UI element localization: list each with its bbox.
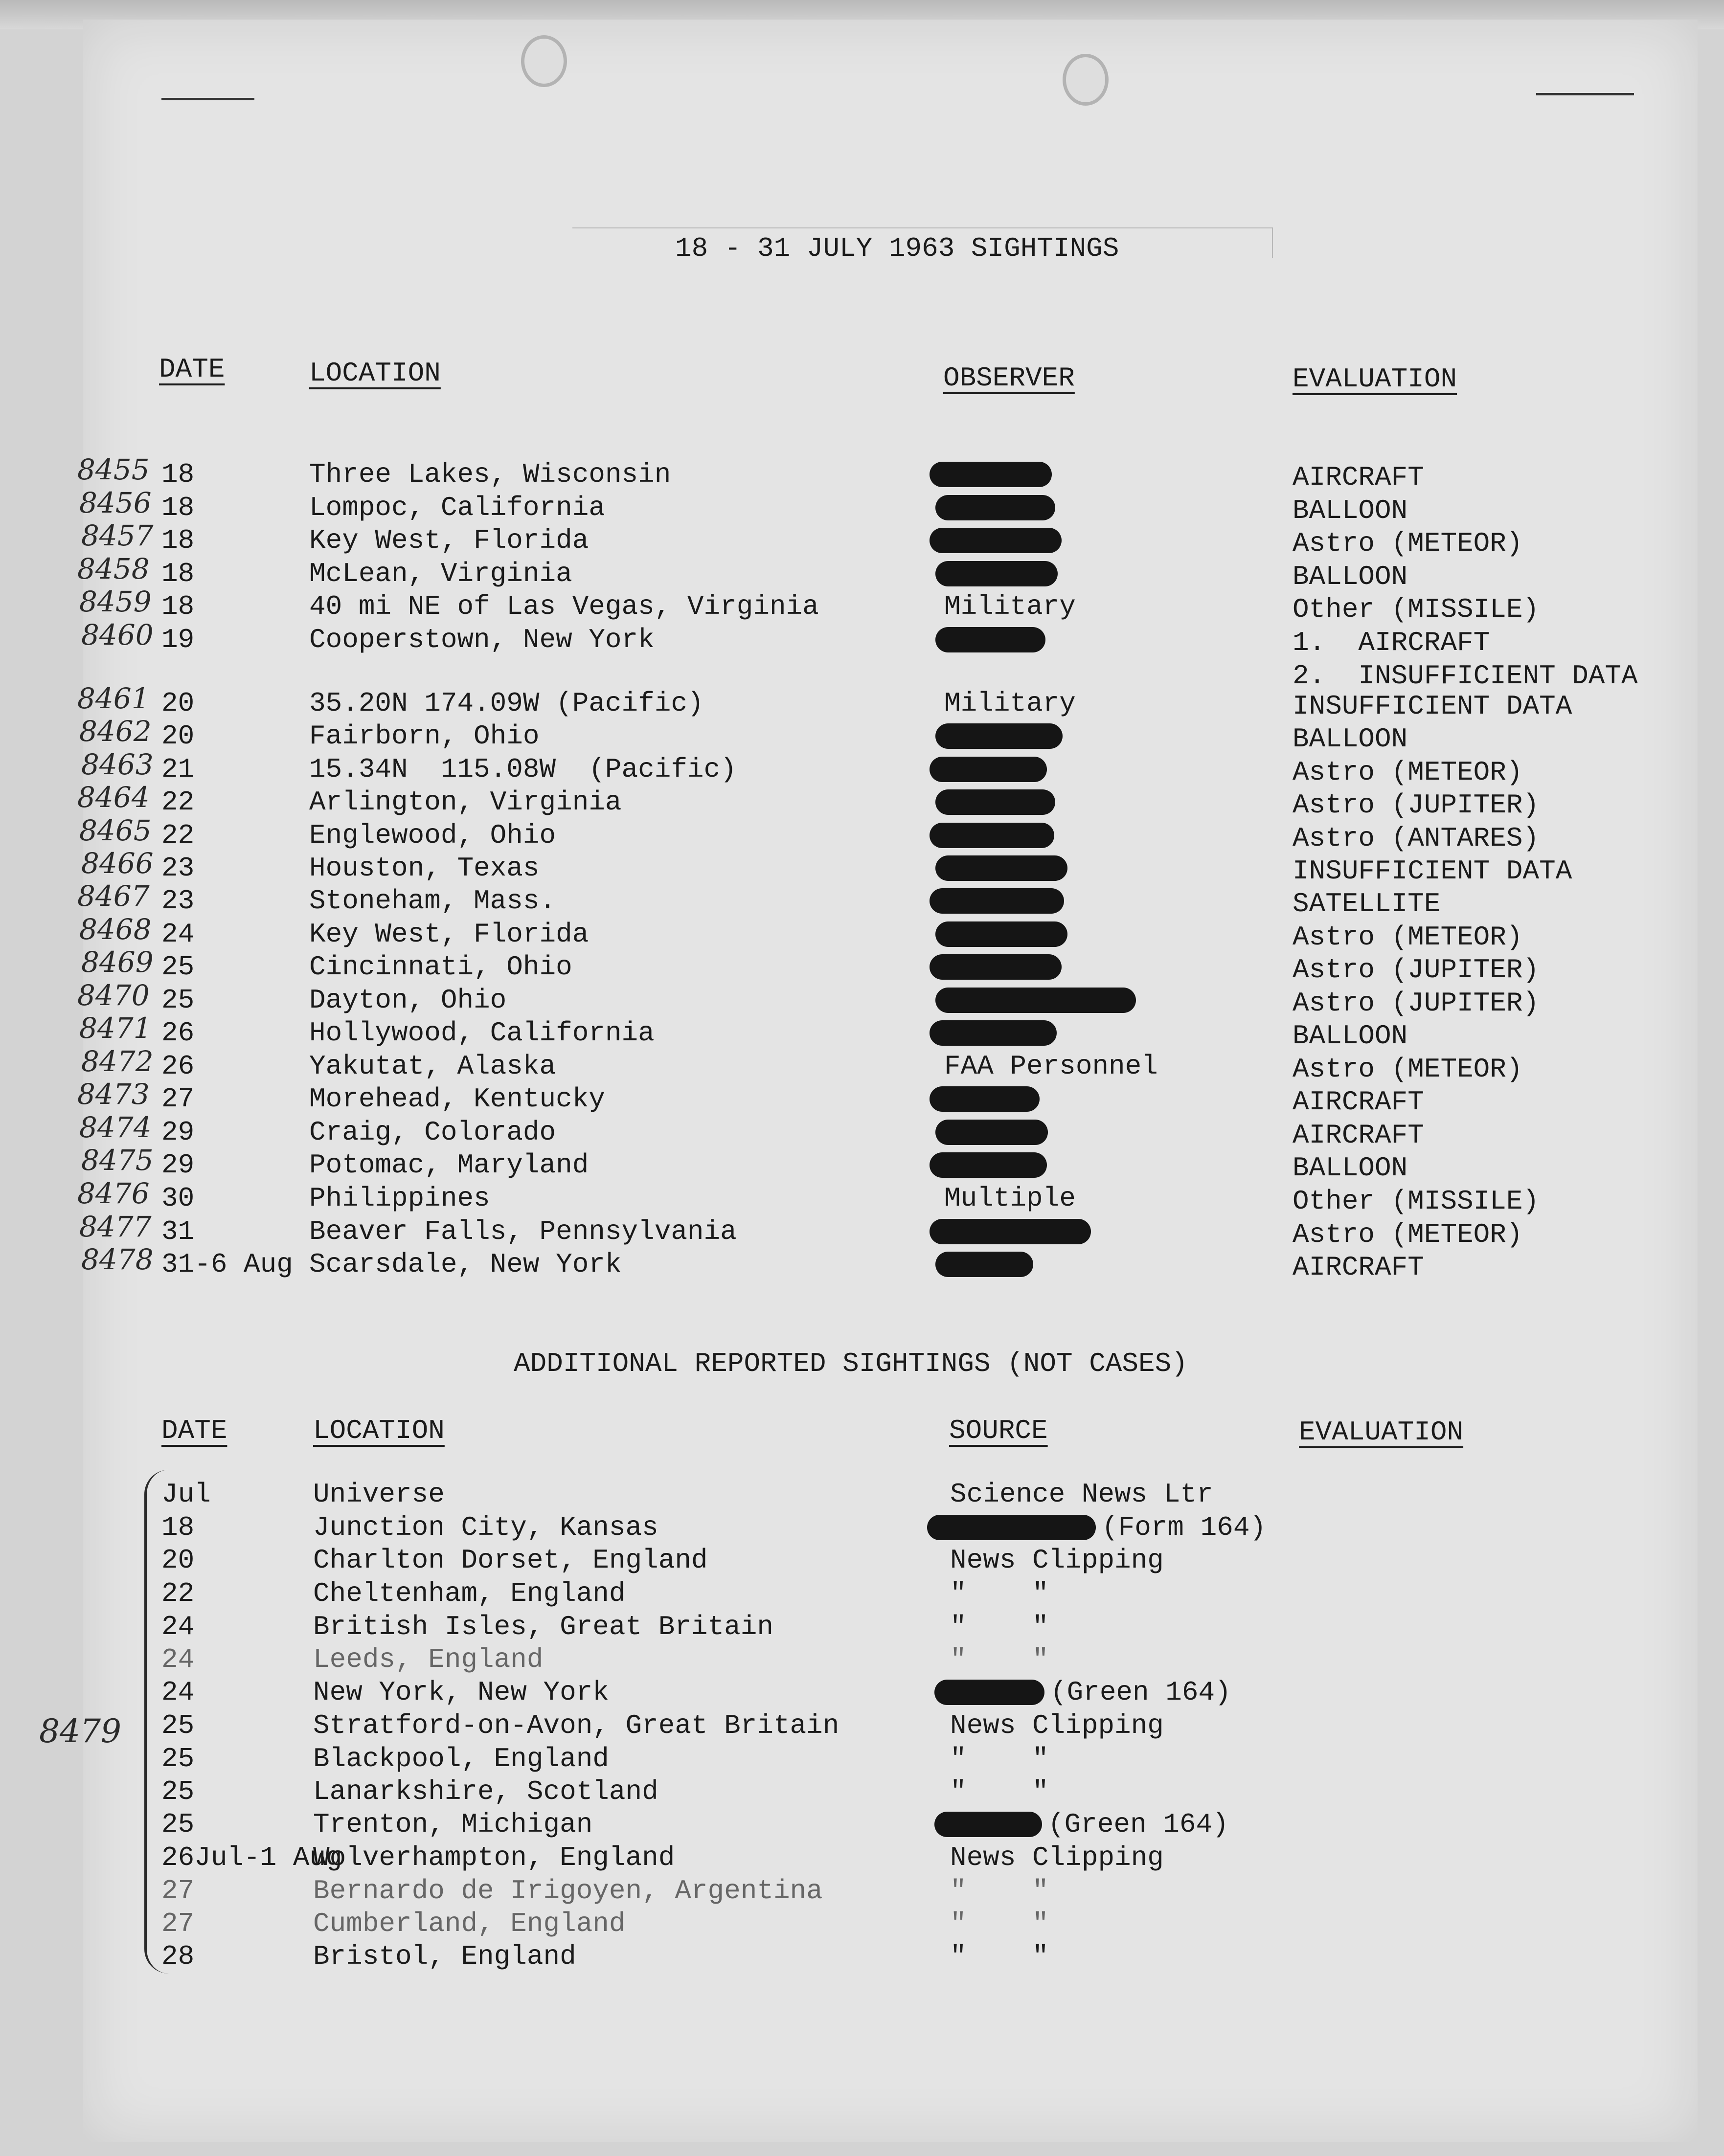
- case-location: Houston, Texas: [309, 853, 540, 884]
- additional-source: (Green 164): [1048, 1809, 1229, 1840]
- redacted-observer: [935, 921, 1067, 947]
- additional-date: 24: [161, 1611, 195, 1642]
- additional-date: 25: [161, 1776, 195, 1807]
- case-location: Stoneham, Mass.: [309, 885, 556, 917]
- additional-date: 24: [161, 1677, 195, 1708]
- case-date: 19: [161, 624, 195, 655]
- case-date: 24: [161, 919, 195, 950]
- case-date: 22: [161, 786, 195, 818]
- case-observer: Military: [944, 591, 1076, 622]
- header-observer: OBSERVER: [943, 362, 1075, 394]
- additional-source: Science News Ltr: [950, 1479, 1213, 1510]
- additional-date: 27: [161, 1875, 195, 1907]
- case-evaluation: INSUFFICIENT DATA: [1293, 691, 1572, 722]
- case-location: Englewood, Ohio: [309, 820, 556, 851]
- redacted-observer: [935, 1120, 1048, 1145]
- additional-header-location: LOCATION: [313, 1415, 445, 1446]
- case-evaluation: AIRCRAFT: [1293, 1120, 1424, 1151]
- case-location: Potomac, Maryland: [309, 1149, 589, 1181]
- handwritten-case-number: 8462: [79, 715, 152, 748]
- case-location: Key West, Florida: [309, 525, 589, 556]
- page-title: 18 - 31 JULY 1963 SIGHTINGS: [675, 233, 1119, 264]
- case-evaluation: Astro (METEOR): [1293, 1219, 1523, 1250]
- case-date: 22: [161, 820, 195, 851]
- case-date: 26: [161, 1017, 195, 1049]
- redacted-observer: [930, 1020, 1057, 1046]
- case-date: 23: [161, 853, 195, 884]
- redacted-observer: [935, 627, 1045, 652]
- handwritten-case-number: 8461: [77, 682, 150, 715]
- additional-source: " ": [950, 1908, 1049, 1939]
- case-evaluation: SATELLITE: [1293, 888, 1441, 920]
- additional-header-date: DATE: [161, 1415, 227, 1446]
- handwritten-case-number: 8474: [79, 1111, 152, 1144]
- top-rule-left: [161, 98, 254, 100]
- case-evaluation: AIRCRAFT: [1293, 1252, 1424, 1283]
- case-date: 20: [161, 720, 195, 752]
- case-evaluation: INSUFFICIENT DATA: [1293, 855, 1572, 887]
- additional-location: New York, New York: [313, 1677, 609, 1708]
- case-location: Lompoc, California: [309, 492, 605, 523]
- case-evaluation: BALLOON: [1293, 561, 1408, 592]
- case-evaluation: BALLOON: [1293, 723, 1408, 755]
- case-date: 18: [161, 492, 195, 523]
- additional-location: Leeds, England: [313, 1644, 544, 1675]
- additional-source: " ": [950, 1644, 1049, 1675]
- handwritten-case-number: 8463: [81, 748, 154, 781]
- case-location: Beaver Falls, Pennsylvania: [309, 1216, 737, 1247]
- additional-location: Charlton Dorset, England: [313, 1545, 708, 1576]
- additional-date: 18: [161, 1512, 195, 1543]
- case-location: Morehead, Kentucky: [309, 1083, 605, 1115]
- case-evaluation: Astro (JUPITER): [1293, 789, 1540, 821]
- redacted-observer: [935, 789, 1055, 815]
- case-location: Yakutat, Alaska: [309, 1051, 556, 1082]
- additional-source: " ": [950, 1776, 1049, 1807]
- handwritten-case-number: 8455: [77, 453, 150, 486]
- additional-date: 26Jul-1 Aug: [161, 1842, 342, 1873]
- case-location: Key West, Florida: [309, 919, 589, 950]
- additional-date: 25: [161, 1743, 195, 1774]
- redacted-observer: [935, 1252, 1033, 1277]
- case-date: 20: [161, 688, 195, 719]
- case-evaluation: Astro (METEOR): [1293, 528, 1523, 559]
- redacted-source: [934, 1680, 1044, 1705]
- case-date: 25: [161, 951, 195, 983]
- handwritten-case-number: 8470: [77, 979, 150, 1012]
- case-evaluation: Other (MISSILE): [1293, 1186, 1540, 1217]
- case-location: Philippines: [309, 1183, 490, 1214]
- redacted-observer: [930, 954, 1062, 980]
- additional-header-source: SOURCE: [949, 1415, 1048, 1446]
- redacted-observer: [930, 757, 1047, 782]
- case-location: 15.34N 115.08W (Pacific): [309, 754, 737, 785]
- additional-location: Cheltenham, England: [313, 1578, 626, 1609]
- handwritten-case-number: 8459: [79, 585, 152, 618]
- handwritten-case-number: 8466: [81, 847, 154, 880]
- case-location: Three Lakes, Wisconsin: [309, 459, 671, 490]
- header-date: DATE: [159, 354, 225, 385]
- case-location: Dayton, Ohio: [309, 985, 507, 1016]
- redacted-observer: [930, 1152, 1047, 1178]
- case-date: 18: [161, 459, 195, 490]
- case-observer: Military: [944, 688, 1076, 719]
- additional-date: 24: [161, 1644, 195, 1675]
- case-observer: Multiple: [944, 1183, 1076, 1214]
- case-evaluation: 1. AIRCRAFT: [1293, 627, 1490, 658]
- case-date: 18: [161, 558, 195, 589]
- case-observer: FAA Personnel: [944, 1051, 1158, 1082]
- case-date: 18: [161, 591, 195, 622]
- redacted-observer: [930, 1219, 1091, 1244]
- case-date: 21: [161, 754, 195, 785]
- case-date: 23: [161, 885, 195, 917]
- additional-title: ADDITIONAL REPORTED SIGHTINGS (NOT CASES): [514, 1348, 1188, 1379]
- additional-source: (Green 164): [1050, 1677, 1231, 1708]
- redacted-observer: [930, 1086, 1040, 1112]
- redacted-source: [927, 1515, 1096, 1540]
- handwritten-case-number: 8478: [81, 1243, 154, 1276]
- additional-location: Bernardo de Irigoyen, Argentina: [313, 1875, 823, 1907]
- case-date: 30: [161, 1183, 195, 1214]
- case-location: Hollywood, California: [309, 1017, 655, 1049]
- case-evaluation: AIRCRAFT: [1293, 1086, 1424, 1118]
- additional-source: " ": [950, 1611, 1049, 1642]
- additional-source: News Clipping: [950, 1545, 1164, 1576]
- case-date: 18: [161, 525, 195, 556]
- handwritten-case-number: 8465: [79, 814, 152, 847]
- case-location: Craig, Colorado: [309, 1117, 556, 1148]
- case-evaluation-second: 2. INSUFFICIENT DATA: [1293, 660, 1638, 692]
- additional-date: 22: [161, 1578, 195, 1609]
- additional-location: Lanarkshire, Scotland: [313, 1776, 658, 1807]
- redacted-observer: [930, 823, 1054, 848]
- redacted-observer: [935, 723, 1063, 749]
- additional-date: 25: [161, 1710, 195, 1741]
- additional-location: British Isles, Great Britain: [313, 1611, 773, 1642]
- additional-date: Jul: [161, 1479, 211, 1510]
- punch-hole-left: [521, 35, 567, 87]
- handwritten-case-number: 8471: [79, 1011, 152, 1045]
- additional-header-evaluation: EVALUATION: [1299, 1416, 1464, 1448]
- case-evaluation: Other (MISSILE): [1293, 594, 1540, 625]
- case-date: 29: [161, 1149, 195, 1181]
- additional-source: News Clipping: [950, 1842, 1164, 1873]
- handwritten-case-number: 8469: [81, 945, 154, 979]
- redacted-observer: [935, 988, 1136, 1013]
- redacted-source: [934, 1812, 1042, 1837]
- additional-source: " ": [950, 1578, 1049, 1609]
- case-date: 26: [161, 1051, 195, 1082]
- handwritten-case-number: 8472: [81, 1045, 154, 1078]
- handwritten-case-number: 8458: [77, 552, 150, 585]
- case-evaluation: Astro (JUPITER): [1293, 988, 1540, 1019]
- handwritten-case-number: 8460: [81, 618, 154, 651]
- case-evaluation: Astro (METEOR): [1293, 757, 1523, 788]
- additional-date: 27: [161, 1908, 195, 1939]
- case-location: Scarsdale, New York: [309, 1249, 622, 1280]
- case-location: Cincinnati, Ohio: [309, 951, 572, 983]
- additional-location: Cumberland, England: [313, 1908, 626, 1939]
- top-rule-right: [1536, 93, 1634, 95]
- additional-source: " ": [950, 1941, 1049, 1972]
- additional-source: " ": [950, 1743, 1049, 1774]
- case-location: Fairborn, Ohio: [309, 720, 540, 752]
- redacted-observer: [930, 888, 1064, 914]
- additional-location: Wolverhampton, England: [313, 1842, 675, 1873]
- handwritten-case-number: 8457: [81, 519, 154, 552]
- redacted-observer: [935, 495, 1055, 520]
- case-evaluation: Astro (JUPITER): [1293, 954, 1540, 986]
- additional-source: News Clipping: [950, 1710, 1164, 1741]
- handwritten-case-number: 8476: [77, 1177, 150, 1210]
- handwritten-case-number-additional: 8479: [39, 1712, 121, 1750]
- additional-source: (Form 164): [1102, 1512, 1267, 1543]
- additional-source: " ": [950, 1875, 1049, 1907]
- redacted-observer: [930, 462, 1052, 487]
- case-evaluation: Astro (METEOR): [1293, 921, 1523, 953]
- case-evaluation: Astro (METEOR): [1293, 1054, 1523, 1085]
- case-location: Arlington, Virginia: [309, 786, 622, 818]
- case-evaluation: BALLOON: [1293, 1152, 1408, 1184]
- handwritten-case-number: 8475: [81, 1144, 154, 1177]
- case-evaluation: BALLOON: [1293, 495, 1408, 526]
- redacted-observer: [935, 855, 1067, 881]
- case-evaluation: AIRCRAFT: [1293, 462, 1424, 493]
- case-date: 25: [161, 985, 195, 1016]
- case-date: 31: [161, 1216, 195, 1247]
- additional-location: Bristol, England: [313, 1941, 576, 1972]
- handwritten-case-number: 8477: [79, 1210, 152, 1243]
- additional-date: 25: [161, 1809, 195, 1840]
- handwritten-case-number: 8456: [79, 486, 152, 519]
- additional-location: Trenton, Michigan: [313, 1809, 593, 1840]
- case-location: 40 mi NE of Las Vegas, Virginia: [309, 591, 819, 622]
- additional-location: Junction City, Kansas: [313, 1512, 658, 1543]
- case-evaluation: BALLOON: [1293, 1020, 1408, 1052]
- case-evaluation: Astro (ANTARES): [1293, 823, 1540, 854]
- handwritten-case-number: 8468: [79, 913, 152, 946]
- case-location: Cooperstown, New York: [309, 624, 655, 655]
- case-date: 27: [161, 1083, 195, 1115]
- additional-location: Blackpool, England: [313, 1743, 609, 1774]
- additional-date: 28: [161, 1941, 195, 1972]
- header-location: LOCATION: [309, 358, 441, 389]
- case-date: 29: [161, 1117, 195, 1148]
- redacted-observer: [935, 561, 1058, 586]
- handwritten-case-number: 8467: [77, 879, 150, 913]
- handwritten-case-number: 8464: [77, 781, 150, 814]
- additional-date: 20: [161, 1545, 195, 1576]
- case-location: 35.20N 174.09W (Pacific): [309, 688, 704, 719]
- handwritten-case-number: 8473: [77, 1078, 150, 1111]
- case-date: 31-6 Aug: [161, 1249, 293, 1280]
- additional-location: Stratford-on-Avon, Great Britain: [313, 1710, 839, 1741]
- header-evaluation: EVALUATION: [1293, 363, 1457, 395]
- additional-location: Universe: [313, 1479, 445, 1510]
- redacted-observer: [930, 528, 1062, 553]
- punch-hole-right: [1063, 54, 1109, 106]
- case-location: McLean, Virginia: [309, 558, 572, 589]
